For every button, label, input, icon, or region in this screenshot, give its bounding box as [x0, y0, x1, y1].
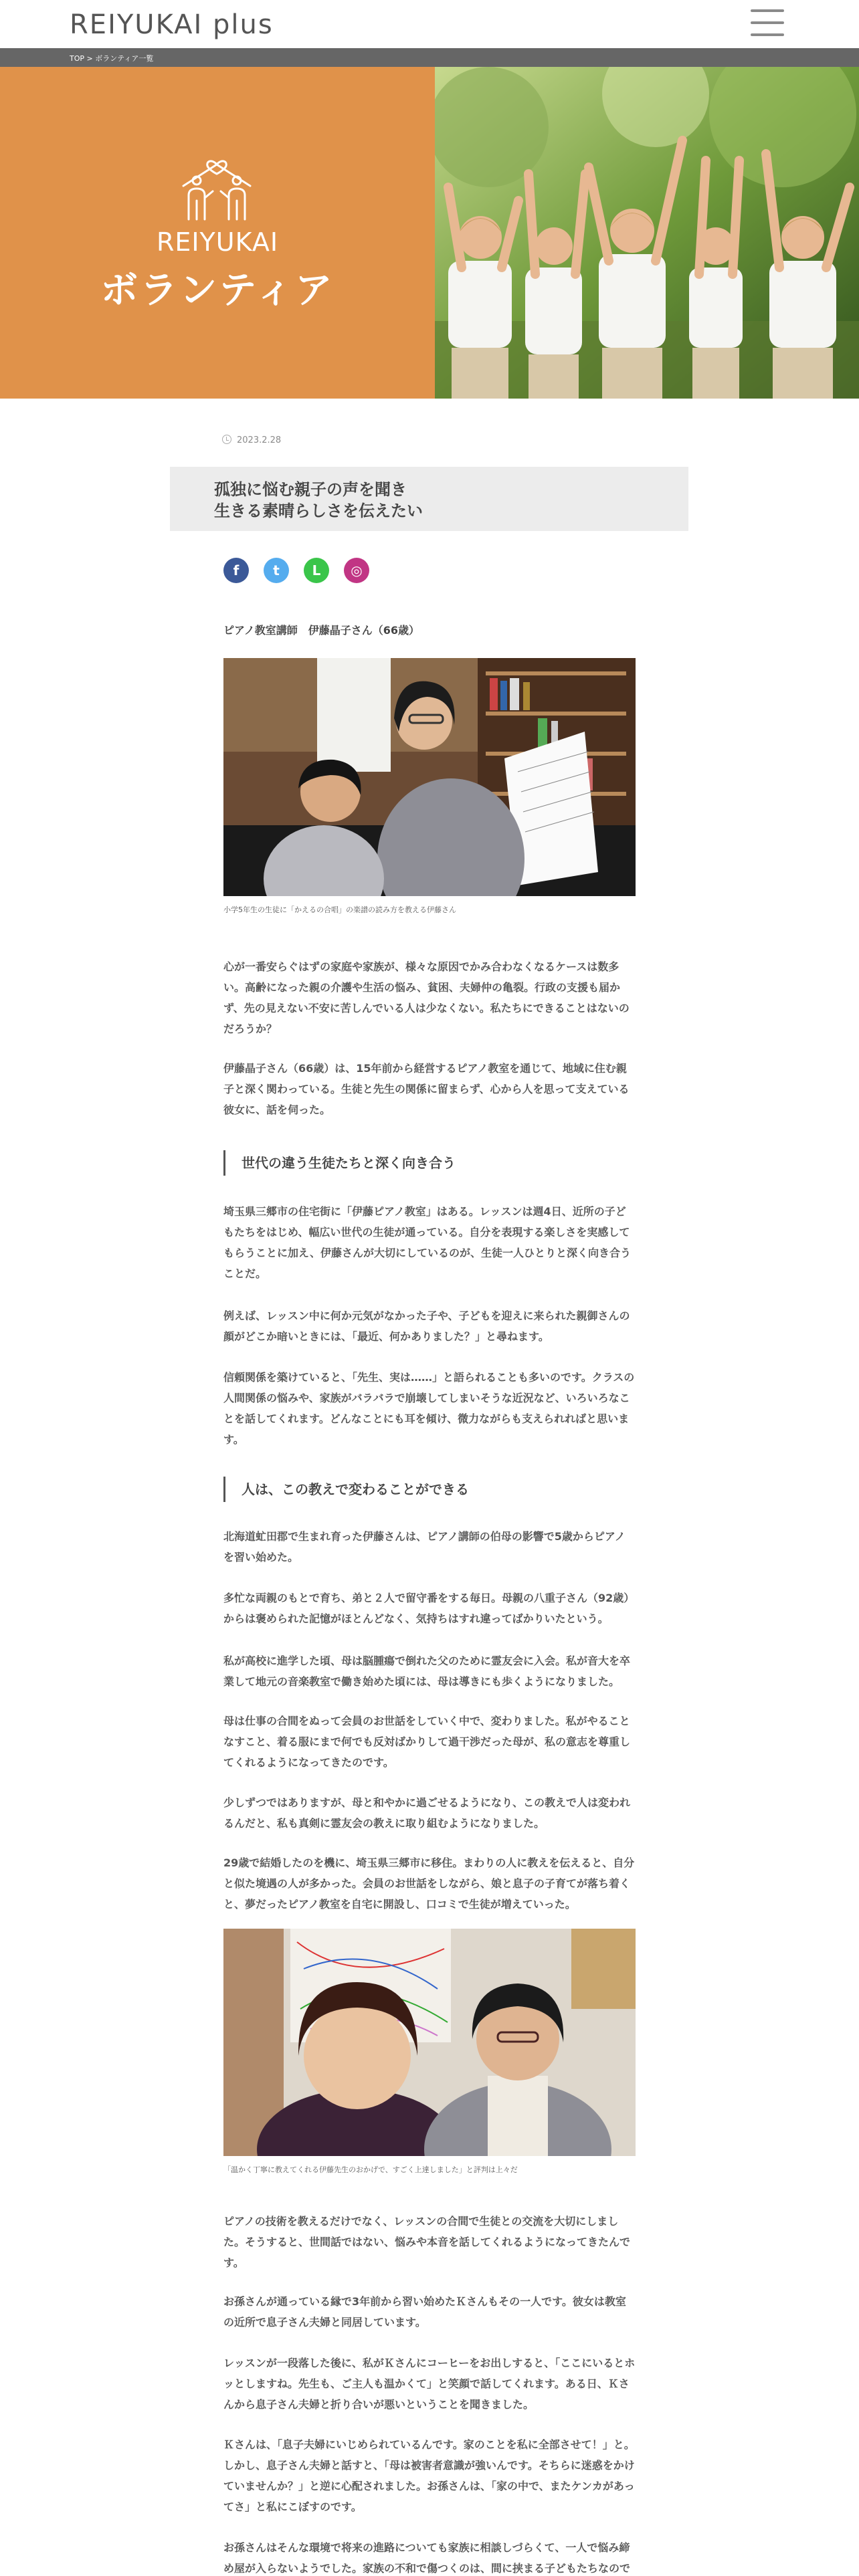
paragraph: 伊藤晶子さん（66歳）は、15年前から経営するピアノ教室を通じて、地域に住む親子と深く関わっている。生徒と先生の関係に留まらず、心から人を思って支えている彼女に、話を伺った。	[223, 1062, 630, 1116]
piano-lesson-image	[223, 658, 636, 896]
paragraph: お孫さんが通っている縁で3年前から習い始めたＫさんもその一人です。彼女は教室の近所で息子さん夫婦と同居しています。	[223, 2295, 626, 2329]
site-logo[interactable]: REIYUKAI plus	[70, 9, 274, 40]
article-date	[222, 435, 281, 445]
menu-bar	[751, 33, 784, 36]
menu-bar	[751, 21, 784, 24]
article-title-line: 孤独に悩む親子の声を聞き	[214, 480, 407, 499]
piano-lesson-photo	[223, 658, 636, 896]
teacher-student-image	[223, 1929, 636, 2156]
breadcrumb-top-link[interactable]: TOP	[70, 54, 85, 63]
facebook-share-icon[interactable]: f	[223, 558, 249, 583]
date-text: 2023.2.28	[237, 435, 282, 445]
hero-title-jp: ボランティア	[100, 269, 335, 312]
line-share-icon[interactable]: L	[304, 558, 329, 583]
paragraph: 少しずつではありますが、母と和やかに過ごせるようになり、この教えで人は変われるんだと、私も真剣に霊友会の教えに取り組むようになりました。	[223, 1796, 631, 1830]
paragraph: お孫さんはそんな環境で将来の進路についても家族に相談しづらくて、一人で悩み締め屋が入らないようでした。家族の不和で傷つくのは、間に挟まる子どもたちなので	[223, 2541, 631, 2575]
clock-icon	[222, 435, 231, 444]
breadcrumb-volunteer-link[interactable]: ボランティア一覧	[95, 54, 154, 63]
paragraph: 多忙な両親のもとで育ち、弟と２人で留守番をする毎日。母親の八重子さん（92歳）からは褒められた記憶がほとんどなく、気持ちはすれ違ってばかりいたという。	[223, 1592, 635, 1625]
paragraph: 母は仕事の合間をぬって会員のお世話をしていく中で、変わりました。私がやることなすこと、着る服にまで何でも反対ばかりして過干渉だった母が、私の意志を尊重してくれるようになってきたのです。	[223, 1715, 631, 1769]
paragraph: 埼玉県三郷市の住宅街に「伊藤ピアノ教室」はある。レッスンは週4日、近所の子どもたちをはじめ、幅広い世代の生徒が通っている。自分を表現する楽しさを実感してもらうことに加え、伊藤さんが大切にしているのが、生徒一人ひとりと深く向き合うことだ。	[223, 1205, 631, 1280]
paragraph: 信頼関係を築けていると、「先生、実は……」と語られることも多いのです。クラスの人間関係の悩みや、家族がバラバラで崩壊してしまいそうな近況など、いろいろなことを話してくれます。どんなことにも耳を傾け、微力ながらも支えられればと思います。	[223, 1371, 635, 1446]
teacher-and-student-photo	[223, 1929, 636, 2156]
site-header	[0, 0, 859, 48]
breadcrumb-separator: >	[86, 54, 93, 63]
paragraph: Ｋさんは、「息子夫婦にいじめられているんです。家のことを私に全部させて！」と。しかし、息子さん夫婦と話すと、「母は被害者意識が強いんです。そちらに迷惑をかけていませんか？」と逆に心配されました。お孫さんは、「家の中で、またケンカがあってさ」と私にこぼすのです。	[223, 2438, 635, 2513]
paragraph: 私が高校に進学した頃、母は脳腫瘍で倒れた父のために霊友会に入会。私が音大を卒業して地元の音楽教室で働き始めた頃には、母は導きにも歩くようになりました。	[223, 1654, 631, 1688]
article-title-line: 生きる素晴らしさを伝えたい	[214, 502, 423, 520]
twitter-share-icon[interactable]: t	[264, 558, 289, 583]
photo-caption: 「温かく丁寧に教えてくれる伊藤先生のおかげで、すごく上達しました」と評判は上々だ	[223, 2165, 518, 2174]
photo-caption: 小学5年生の生徒に「かえるの合唱」の楽譜の読み方を教える伊藤さん	[223, 905, 456, 914]
article-subhead: ピアノ教室講師 伊藤晶子さん（66歳）	[223, 624, 419, 637]
volunteer-hands-heart-icon	[179, 144, 254, 221]
section-heading: 世代の違う生徒たちと深く向き合う	[223, 1150, 456, 1176]
paragraph: ピアノの技術を教えるだけでなく、レッスンの合間で生徒との交流を大切にしました。そうすると、世間話ではない、悩みや本音を話してくれるようになってきたんです。	[223, 2215, 631, 2269]
paragraph: 北海道虻田郡で生まれ育った伊藤さんは、ピアノ講師の伯母の影響で5歳からピアノを習い始めた。	[223, 1530, 626, 1564]
hero-title-en: REIYUKAI	[156, 227, 279, 257]
paragraph: 心が一番安らぐはずの家庭や家族が、様々な原因でかみ合わなくなるケースは数多い。高齢になった親の介護や生活の悩み、貧困、夫婦仲の亀裂。行政の支援も届かず、先の見えない不安に苦しんでいる人は少なくない。私たちにできることはないのだろうか？	[223, 960, 630, 1035]
paragraph: レッスンが一段落した後に、私がＫさんにコーヒーをお出しすると、「ここにいるとホッとしますね。先生も、ご主人も温かくて」と笑顔で話してくれます。ある日、Ｋさんから息子さん夫婦と折り合いが悪いということを聞きました。	[223, 2357, 636, 2411]
menu-bar	[751, 9, 784, 12]
children-photo-image	[435, 67, 859, 399]
hero-banner	[0, 67, 859, 399]
hero-panel	[0, 67, 435, 399]
section-heading: 人は、この教えで変わることができる	[223, 1477, 469, 1502]
breadcrumb	[0, 48, 859, 67]
hero-photo-children-raising-hands	[435, 67, 859, 399]
paragraph: 例えば、レッスン中に何か元気がなかった子や、子どもを迎えに来られた親御さんの顔がどこか暗いときには、「最近、何かありました？」と尋ねます。	[223, 1309, 630, 1343]
article-title	[170, 467, 688, 531]
hamburger-menu-icon[interactable]	[751, 7, 784, 39]
instagram-share-icon[interactable]: ◎	[344, 558, 369, 583]
paragraph: 29歳で結婚したのを機に、埼玉県三郷市に移住。まわりの人に教えを伝えると、自分と似た境遇の人が多かった。会員のお世話をしながら、娘と息子の子育てが落ち着くと、夢だったピアノ教室を自宅に開設し、口コミで生徒が増えていった。	[223, 1856, 635, 1911]
